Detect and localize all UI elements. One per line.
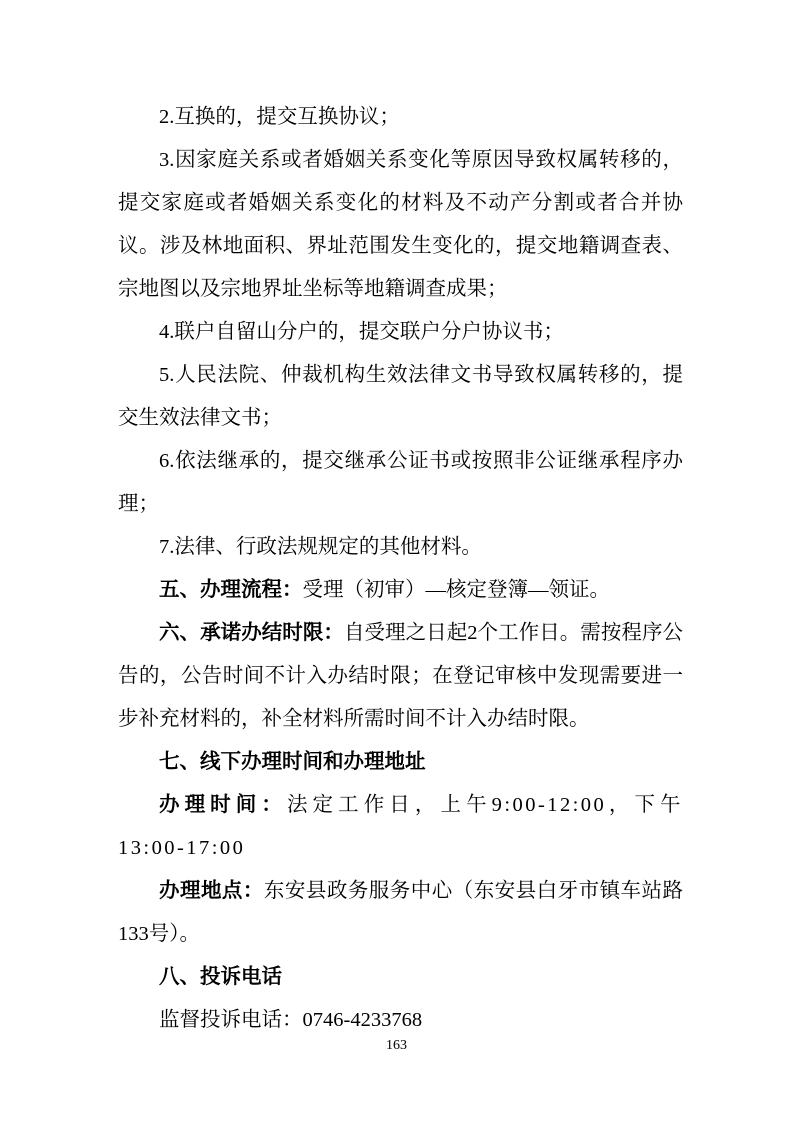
section-six-content: 自受理之日起2个工作日。需按程序公告的，公告时间不计入办结时限；在登记审核中发现需要进一步补充材料的，补全材料所需时间不计入办结时限。 (118, 622, 684, 730)
document-body (118, 96, 683, 1042)
service-address-value: 东安县政务服务中心（东安县白牙市镇车站路133号）。 (118, 880, 684, 945)
section-six-label: 六、承诺办结时限： (159, 622, 344, 644)
section-seven-time (118, 784, 683, 870)
list-item-4: 4.联户自留山分户的，提交联户分户协议书； (159, 321, 564, 343)
section-six (118, 612, 683, 741)
list-item-7: 7.法律、行政法规规定的其他材料。 (159, 536, 482, 558)
service-address-label: 办理地点： (159, 880, 264, 902)
list-item-3: 3.因家庭关系或者婚姻关系变化等原因导致权属转移的，提交家庭或者婚姻关系变化的材料及不动产分割或者合并协议。涉及林地面积、界址范围发生变化的，提交地籍调查表、宗地图以及宗地界址坐标等地籍调查成果； (118, 149, 683, 300)
list-item-5: 5.人民法院、仲裁机构生效法律文书导致权属转移的，提交生效法律文书； (118, 364, 683, 429)
page-number: 163 (386, 1038, 407, 1053)
section-five-label: 五、办理流程： (159, 579, 303, 601)
section-eight-heading: 八、投诉电话 (159, 966, 282, 988)
service-time-value: 法定工作日，上午9:00-12:00，下午13:00-17:00 (118, 794, 683, 859)
section-five (118, 569, 683, 612)
section-five-content: 受理（初审）—核定登簿—领证。 (302, 579, 610, 601)
service-time-label: 办理时间： (159, 794, 287, 816)
section-seven-address (118, 870, 683, 956)
list-item-6: 6.依法继承的，提交继承公证书或按照非公证继承程序办理； (118, 450, 683, 515)
section-eight-content: 监督投诉电话：0746-4233768 (159, 1009, 423, 1031)
section-seven-heading: 七、线下办理时间和办理地址 (159, 751, 426, 773)
list-item-2: 2.互换的，提交互换协议； (159, 106, 400, 128)
